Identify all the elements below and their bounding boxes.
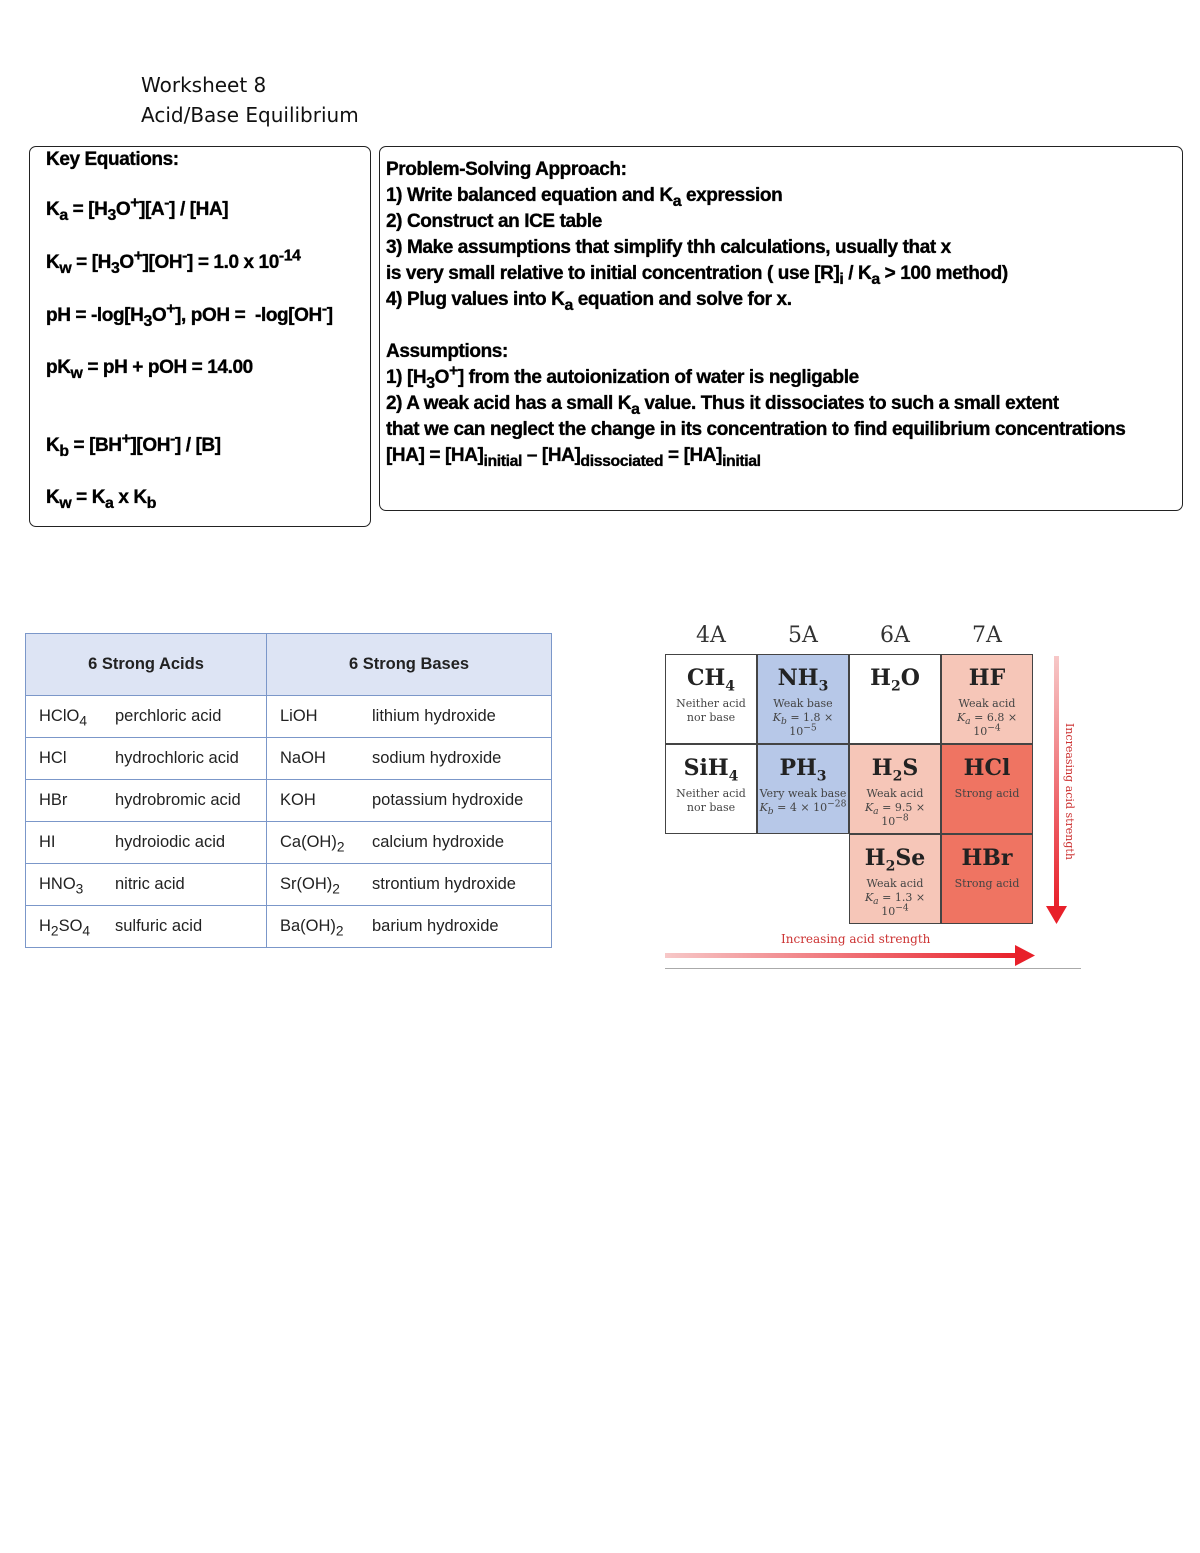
desc-hf: Weak acid $K_a = 6.8 \times 10^{-4}$ (956, 697, 1018, 738)
worksheet-title-block (141, 70, 359, 130)
base-name: sodium hydroxide (372, 749, 502, 767)
strong-acids-bases-table (25, 633, 552, 948)
strong-acids-header: 6 Strong Acids (26, 634, 267, 696)
base-name: potassium hydroxide (372, 791, 524, 809)
formula-hbr: HBr (961, 845, 1013, 871)
formula-ch4: $CH_4$ (686, 665, 736, 695)
acid-formula: HBr (39, 791, 68, 809)
step-4: 4) Plug values into $K_a$ equation and solve for x. (386, 289, 792, 314)
group-label: 5A (788, 623, 818, 648)
assumption-2-cont: that we can neglect the change in its concentration to find equilibrium concentrations (386, 419, 1126, 440)
formula-hf: HF (968, 665, 1006, 691)
cell-hf (941, 654, 1033, 744)
kb-equation: $K_b = [BH^+][OH^-] / [B]$ (46, 430, 221, 460)
formula-hcl: HCl (963, 755, 1011, 781)
worksheet-subtitle: Acid/Base Equilibrium (141, 103, 359, 127)
cell-h2s (849, 744, 941, 834)
cell-ph3 (757, 744, 849, 834)
assumptions-heading: Assumptions: (386, 341, 508, 362)
base-formula: LiOH (280, 707, 318, 725)
base-name: barium hydroxide (372, 917, 499, 935)
base-formula: NaOH (280, 749, 326, 767)
base-formula: KOH (280, 791, 316, 809)
problem-solving-box (379, 146, 1183, 511)
desc-h2se: Weak acid $K_a = 1.3 \times 10^{-4}$ (864, 877, 926, 918)
ka-equation: $K_a = [H_3O^+][A^-] / [HA]$ (46, 194, 229, 224)
table-row (26, 696, 552, 738)
desc-hbr: Strong acid (954, 877, 1020, 890)
horizontal-arrow-label: Increasing acid strength (781, 932, 931, 946)
acid-name: sulfuric acid (115, 917, 203, 935)
acid-formula: $H_2SO_4$ (39, 917, 91, 939)
problem-solving-heading: Problem-Solving Approach: (386, 159, 627, 180)
cell-h2se (849, 834, 941, 924)
step-2: 2) Construct an ICE table (386, 211, 602, 232)
table-row (26, 822, 552, 864)
base-formula: $Ca(OH)_2$ (280, 833, 345, 855)
table-row (26, 864, 552, 906)
acid-name: hydrobromic acid (115, 791, 241, 809)
desc-h2s: Weak acid $K_a = 9.5 \times 10^{-8}$ (864, 787, 926, 828)
acid-formula: HCl (39, 749, 67, 767)
strong-bases-header: 6 Strong Bases (267, 634, 552, 696)
divider-line (665, 968, 1081, 969)
assumption-2: 2) A weak acid has a small $K_a$ value. Thus it dissociates to such a small extent (386, 393, 1059, 418)
desc-nh3: Weak base $K_b = 1.8 \times 10^{-5}$ (772, 697, 834, 738)
table-row (26, 738, 552, 780)
group-label: 7A (972, 623, 1002, 648)
group-label: 6A (880, 623, 910, 648)
acid-formula: HClO$_4$ (39, 707, 87, 729)
kw-equation: $K_w = [H_3O^+][OH^-] = 1.0$ x $10^{-14}$ (46, 247, 301, 277)
acid-strength-chart (665, 623, 1085, 973)
formula-h2se: $H_2Se$ (864, 845, 926, 875)
base-name: strontium hydroxide (372, 875, 516, 893)
step-1: 1) Write balanced equation and $K_a$ expression (386, 185, 783, 210)
base-name: calcium hydroxide (372, 833, 505, 851)
acid-name: hydroiodic acid (115, 833, 226, 851)
cell-hcl (941, 744, 1033, 834)
desc-ph3: Very weak base $K_b = 4 \times 10^{-28}$ (759, 787, 847, 818)
formula-h2s: $H_2S$ (871, 755, 919, 785)
acid-formula: $HNO_3$ (39, 875, 84, 897)
cell-sih4 (665, 744, 757, 834)
assumption-1: 1) $[H_3O^+]$ from the autoionization of water is negligable (386, 362, 859, 392)
cell-ch4 (665, 654, 757, 744)
acid-name: hydrochloric acid (115, 749, 239, 767)
step-3-cont: is very small relative to initial concentration ( use $[R]_i / K_a > 100$ method) (386, 263, 1008, 288)
base-name: lithium hydroxide (372, 707, 496, 725)
kw-ka-kb-equation: $K_w = K_a$ x $K_b$ (46, 487, 156, 512)
formula-h2o: $H_2O$ (870, 665, 920, 695)
formula-sih4: SiH$_4$ (683, 755, 739, 785)
key-equations-heading: Key Equations: (46, 149, 179, 170)
key-equations-box (29, 146, 371, 527)
table-row (26, 780, 552, 822)
assumption-ha-equation: $[HA] = [HA]_{initial} - [HA]_{dissociated} = [HA]_{initial}$ (386, 445, 761, 470)
acid-name: nitric acid (115, 875, 185, 893)
desc-hcl: Strong acid (954, 787, 1020, 800)
desc-sih4: Neither acid nor base (676, 787, 746, 814)
step-3: 3) Make assumptions that simplify thh calculations, usually that x (386, 237, 951, 258)
cell-hbr (941, 834, 1033, 924)
formula-ph3: $PH_3$ (779, 755, 827, 785)
formula-nh3: $NH_3$ (777, 665, 829, 695)
group-label: 4A (696, 623, 726, 648)
base-formula: $Sr(OH)_2$ (280, 875, 340, 897)
spacer (386, 313, 1182, 339)
cell-nh3 (757, 654, 849, 744)
base-formula: $Ba(OH)_2$ (280, 917, 344, 939)
worksheet-title: Worksheet 8 (141, 73, 267, 97)
cell-h2o (849, 654, 941, 744)
pkw-equation: $pK_w$ = pH + pOH = 14.00 (46, 357, 253, 382)
table-row (26, 906, 552, 948)
acid-name: perchloric acid (115, 707, 222, 725)
ph-equation: pH = $-\log[H_3O^+]$, pOH = -log[OH-] (46, 300, 333, 330)
desc-ch4: Neither acid nor base (676, 697, 746, 724)
acid-formula: HI (39, 833, 56, 851)
horizontal-arrow-icon (665, 945, 1037, 967)
vertical-arrow-label: Increasing acid strength (1063, 723, 1076, 860)
